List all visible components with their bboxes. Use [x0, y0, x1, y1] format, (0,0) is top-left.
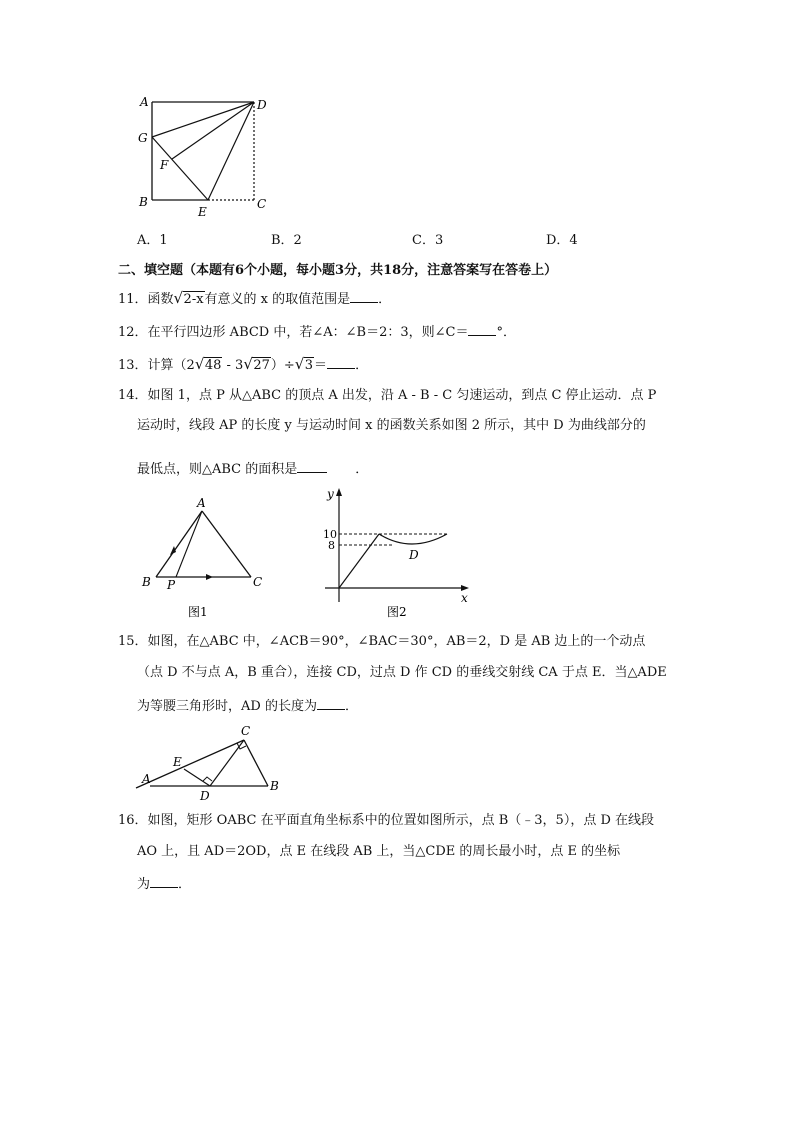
caption-fig2: 图2	[387, 605, 407, 619]
q13-post: ）÷	[270, 358, 295, 373]
label-g: G	[138, 131, 148, 145]
label-p: P	[167, 578, 176, 592]
line-fd	[172, 102, 254, 159]
q13-mid: - 3	[222, 358, 244, 373]
q11-num: 11．函数	[118, 292, 174, 307]
segment-ap	[176, 511, 202, 577]
label-b: B	[142, 575, 151, 589]
q13-sqrt-27: √ 27	[243, 355, 270, 373]
q14-line1: 14．如图 1，点 P 从△ABC 的顶点 A 出发，沿 A - B - C 匀速运动，到点 C 停止运动．点 P	[118, 388, 657, 403]
q12-text: 12．在平行四边形 ABCD 中，若∠A：∠B＝2：3，则∠C＝	[118, 325, 469, 340]
option-c: C．3	[412, 233, 444, 248]
label-x: x	[461, 591, 468, 605]
figure-square	[130, 92, 280, 222]
q11-blank	[350, 290, 378, 303]
figure14-1	[136, 493, 276, 623]
graph-curve	[379, 534, 447, 544]
figure15	[132, 720, 292, 804]
q13-r3: 3	[304, 358, 314, 373]
q13-pre: 13．计算（2	[118, 358, 195, 373]
q13-end: ．	[355, 358, 369, 373]
q15-line3: 为等腰三角形时，AD 的长度为	[137, 699, 317, 714]
label-d: D	[409, 548, 419, 562]
side-ab	[156, 511, 202, 577]
q15-line3-wrap	[137, 697, 358, 715]
label-d: D	[257, 98, 267, 112]
label-b: B	[139, 195, 148, 209]
figure14-2	[305, 484, 480, 624]
q13-blank	[327, 356, 355, 369]
right-angle-d	[203, 777, 212, 781]
label-e: E	[198, 205, 207, 219]
option-a: A．1	[137, 233, 168, 248]
q16-blank	[150, 875, 178, 888]
q13-eq: ＝	[314, 358, 328, 373]
label-c: C	[257, 197, 267, 211]
question-13	[118, 356, 368, 374]
option-d: D．4	[546, 233, 578, 248]
label-a: A	[142, 772, 151, 786]
q15-end: ．	[344, 699, 358, 714]
q14-line2: 运动时，线段 AP 的长度 y 与运动时间 x 的函数关系如图 2 所示，其中 D 为曲线部分的	[137, 418, 646, 433]
line-ed	[208, 102, 254, 200]
q16-line2: AO 上，且 AD＝2OD，点 E 在线段 AB 上，当△CDE 的周长最小时，点 E 的坐标	[137, 844, 621, 859]
q15-blank	[317, 697, 345, 710]
side-ac	[202, 511, 251, 577]
label-a: A	[140, 95, 149, 109]
q13-r2: 27	[253, 358, 270, 373]
label-c: C	[241, 724, 251, 738]
label-y: y	[327, 487, 334, 501]
label-e: E	[173, 755, 182, 769]
label-c: C	[253, 575, 263, 589]
q16-end: ．	[178, 877, 192, 892]
q16-line1: 16．如图，矩形 OABC 在平面直角坐标系中的位置如图所示，点 B（﹣3，5），点 D 在线段	[118, 813, 655, 828]
tick-10: 10	[323, 528, 337, 541]
arrow-bc	[206, 574, 213, 580]
label-d: D	[200, 789, 210, 803]
q14-blank	[297, 460, 327, 473]
q16-line3-wrap	[137, 875, 191, 893]
option-b: B．2	[271, 233, 302, 248]
tick-8: 8	[328, 539, 335, 552]
q15-line1: 15．如图，在△ABC 中，∠ACB＝90°，∠BAC＝30°，AB＝2，D 是 AB 边上的一个动点	[118, 634, 646, 649]
graph-line	[339, 534, 379, 588]
q11-radicand: 2-x	[183, 292, 204, 307]
question-11	[118, 290, 391, 308]
label-a: A	[197, 496, 206, 510]
q14-line3-wrap	[137, 460, 368, 478]
section-heading: 二、填空题（本题有6个小题，每小题3分，共18分，注意答案写在答卷上）	[118, 263, 558, 278]
q13-sqrt-3: √ 3	[294, 355, 314, 373]
q11-sqrt: √ 2-x	[173, 289, 204, 307]
q11-end: ．	[378, 292, 392, 307]
q16-line3: 为	[137, 877, 151, 892]
y-axis-arrow	[336, 488, 342, 496]
line-gd	[152, 102, 254, 137]
label-b: B	[270, 779, 279, 793]
q12-blank	[468, 323, 496, 336]
q15-line2: （点 D 不与点 A，B 重合），连接 CD，过点 D 作 CD 的垂线交射线 CA 于点 E．当△ADE	[137, 665, 667, 680]
q14-line3: 最低点，则△ABC 的面积是	[137, 462, 298, 477]
q11-rest: 有意义的 x 的取值范围是	[204, 292, 351, 307]
q13-sqrt-48: √ 48	[194, 355, 222, 373]
question-12	[118, 323, 516, 341]
label-f: F	[160, 158, 169, 172]
q14-end: ．	[355, 462, 369, 477]
caption-fig1: 图1	[188, 605, 208, 619]
ray-ca	[136, 740, 244, 788]
q12-end: °．	[496, 325, 516, 340]
q13-r1: 48	[204, 358, 222, 373]
side-cb	[244, 740, 268, 786]
